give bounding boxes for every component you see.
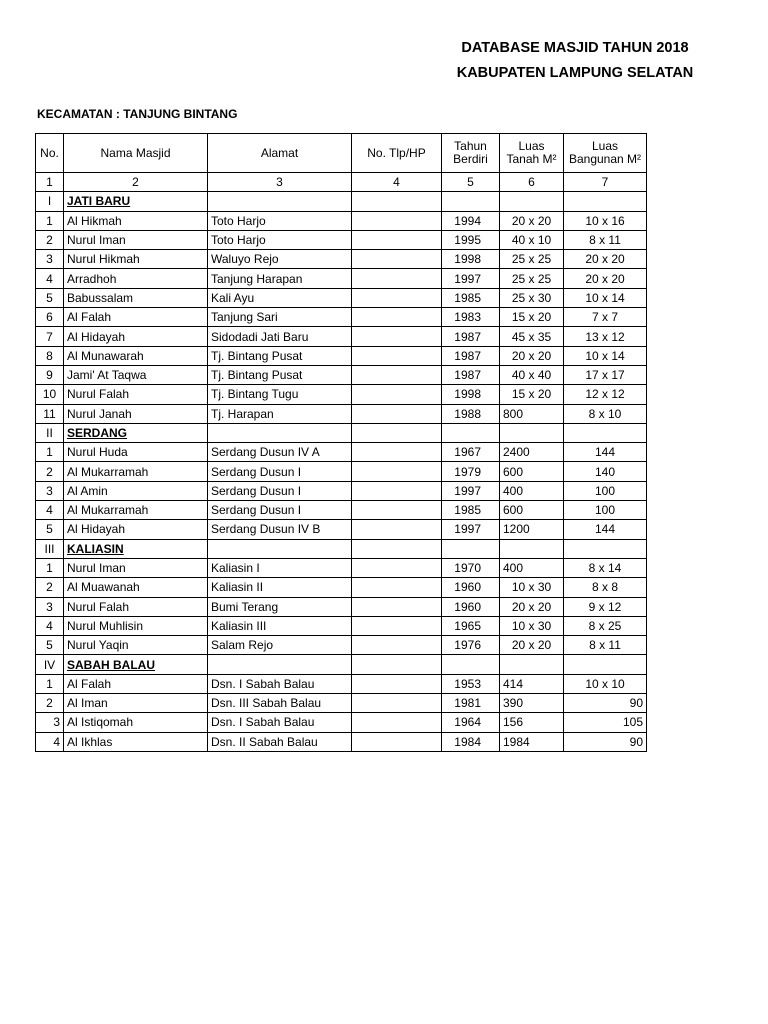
- section-name-text: SERDANG: [67, 426, 128, 440]
- cell-no: 5: [36, 520, 64, 539]
- cell-luas-bangunan: 10 x 14: [564, 346, 647, 365]
- section-name-text: KALIASIN: [67, 541, 124, 556]
- header-alamat: Alamat: [208, 134, 352, 173]
- cell-luas-bangunan: 100: [564, 501, 647, 520]
- cell-no: 8: [36, 346, 64, 365]
- empty-cell: [352, 539, 442, 558]
- cell-nama-masjid: Jami' At Taqwa: [64, 365, 208, 384]
- table-row: [36, 250, 647, 269]
- cell-no-tlp: [352, 250, 442, 269]
- cell-nama-masjid: Babussalam: [64, 288, 208, 307]
- cell-tahun-berdiri: 1998: [442, 250, 500, 269]
- section-row: [36, 655, 647, 674]
- cell-no-tlp: [352, 694, 442, 713]
- section-number: I: [36, 192, 64, 211]
- section-row: [36, 539, 647, 558]
- cell-luas-tanah: 800: [500, 404, 564, 423]
- cell-luas-bangunan: 140: [564, 462, 647, 481]
- cell-no-tlp: [352, 211, 442, 230]
- section-name: [64, 655, 208, 674]
- cell-alamat: Dsn. I Sabah Balau: [208, 713, 352, 732]
- cell-luas-bangunan: 8 x 25: [564, 616, 647, 635]
- column-number: 1: [36, 173, 64, 192]
- cell-tahun-berdiri: 1953: [442, 674, 500, 693]
- cell-luas-tanah: 10 x 30: [500, 578, 564, 597]
- cell-luas-bangunan: 13 x 12: [564, 327, 647, 346]
- cell-no: 2: [36, 578, 64, 597]
- section-number: II: [36, 423, 64, 442]
- header-luas-tanah: Luas Tanah M²: [500, 134, 564, 173]
- cell-luas-bangunan: 17 x 17: [564, 365, 647, 384]
- cell-luas-bangunan: 144: [564, 520, 647, 539]
- table-row: [36, 443, 647, 462]
- cell-no-tlp: [352, 346, 442, 365]
- empty-cell: [564, 192, 647, 211]
- section-name: [64, 192, 208, 211]
- table-row: [36, 462, 647, 481]
- cell-tahun-berdiri: 1987: [442, 327, 500, 346]
- table-row: [36, 269, 647, 288]
- cell-alamat: Dsn. II Sabah Balau: [208, 732, 352, 751]
- cell-no-tlp: [352, 385, 442, 404]
- section-name: [64, 423, 208, 442]
- column-number: 5: [442, 173, 500, 192]
- table-row: [36, 230, 647, 249]
- cell-luas-bangunan: 8 x 11: [564, 230, 647, 249]
- table-row: [36, 597, 647, 616]
- table-row: [36, 694, 647, 713]
- empty-cell: [208, 192, 352, 211]
- cell-luas-bangunan: 8 x 10: [564, 404, 647, 423]
- cell-nama-masjid: Nurul Falah: [64, 385, 208, 404]
- masjid-table: [35, 133, 647, 752]
- header-nama-masjid: Nama Masjid: [64, 134, 208, 173]
- empty-cell: [500, 423, 564, 442]
- cell-alamat: Sidodadi Jati Baru: [208, 327, 352, 346]
- cell-luas-tanah: 1200: [500, 520, 564, 539]
- cell-no: 10: [36, 385, 64, 404]
- section-name-text: JATI BARU: [67, 194, 131, 209]
- cell-tahun-berdiri: 1985: [442, 288, 500, 307]
- empty-cell: [208, 655, 352, 674]
- cell-alamat: Serdang Dusun IV B: [208, 520, 352, 539]
- cell-luas-tanah: 400: [500, 481, 564, 500]
- cell-no-tlp: [352, 713, 442, 732]
- cell-no-tlp: [352, 308, 442, 327]
- cell-nama-masjid: Nurul Iman: [64, 558, 208, 577]
- cell-luas-bangunan: 90: [564, 694, 647, 713]
- cell-no-tlp: [352, 404, 442, 423]
- cell-luas-bangunan: 8 x 11: [564, 636, 647, 655]
- cell-luas-bangunan: 20 x 20: [564, 269, 647, 288]
- header-no-tlp: No. Tlp/HP: [352, 134, 442, 173]
- cell-no: 9: [36, 365, 64, 384]
- column-number: 6: [500, 173, 564, 192]
- table-header-row: [36, 134, 647, 173]
- cell-alamat: Tj. Harapan: [208, 404, 352, 423]
- table-row: [36, 520, 647, 539]
- cell-luas-tanah: 25 x 25: [500, 269, 564, 288]
- cell-tahun-berdiri: 1965: [442, 616, 500, 635]
- cell-nama-masjid: Al Iman: [64, 694, 208, 713]
- cell-no: 4: [36, 616, 64, 635]
- cell-no: 1: [36, 674, 64, 693]
- kecamatan-label: KECAMATAN : TANJUNG BINTANG: [37, 107, 238, 121]
- table-row: [36, 713, 647, 732]
- cell-tahun-berdiri: 1998: [442, 385, 500, 404]
- empty-cell: [564, 655, 647, 674]
- cell-luas-bangunan: 20 x 20: [564, 250, 647, 269]
- empty-cell: [500, 192, 564, 211]
- cell-no: 7: [36, 327, 64, 346]
- section-number: IV: [36, 655, 64, 674]
- header-no: No.: [36, 134, 64, 173]
- cell-alamat: Serdang Dusun I: [208, 462, 352, 481]
- cell-tahun-berdiri: 1997: [442, 520, 500, 539]
- cell-nama-masjid: Al Falah: [64, 674, 208, 693]
- empty-cell: [442, 423, 500, 442]
- section-row: [36, 423, 647, 442]
- cell-nama-masjid: Nurul Muhlisin: [64, 616, 208, 635]
- cell-luas-bangunan: 144: [564, 443, 647, 462]
- document-title: DATABASE MASJID TAHUN 2018: [461, 40, 689, 56]
- cell-no-tlp: [352, 674, 442, 693]
- cell-nama-masjid: Nurul Janah: [64, 404, 208, 423]
- cell-alamat: Waluyo Rejo: [208, 250, 352, 269]
- table-body: [36, 192, 647, 752]
- cell-luas-tanah: 25 x 25: [500, 250, 564, 269]
- cell-alamat: Kaliasin II: [208, 578, 352, 597]
- cell-no: 3: [36, 481, 64, 500]
- cell-nama-masjid: Al Amin: [64, 481, 208, 500]
- table-row: [36, 578, 647, 597]
- cell-alamat: Dsn. III Sabah Balau: [208, 694, 352, 713]
- cell-tahun-berdiri: 1997: [442, 481, 500, 500]
- empty-cell: [352, 423, 442, 442]
- cell-alamat: Kali Ayu: [208, 288, 352, 307]
- cell-luas-tanah: 20 x 20: [500, 211, 564, 230]
- section-row: [36, 192, 647, 211]
- cell-tahun-berdiri: 1994: [442, 211, 500, 230]
- table-row: [36, 674, 647, 693]
- empty-cell: [208, 423, 352, 442]
- cell-no: 4: [36, 269, 64, 288]
- cell-luas-bangunan: 7 x 7: [564, 308, 647, 327]
- cell-tahun-berdiri: 1995: [442, 230, 500, 249]
- cell-no: 1: [36, 443, 64, 462]
- empty-cell: [442, 539, 500, 558]
- table-row: [36, 404, 647, 423]
- column-number-row: [36, 173, 647, 192]
- cell-luas-bangunan: 10 x 16: [564, 211, 647, 230]
- section-number: III: [36, 539, 64, 558]
- cell-luas-tanah: 20 x 20: [500, 597, 564, 616]
- cell-tahun-berdiri: 1985: [442, 501, 500, 520]
- cell-no-tlp: [352, 269, 442, 288]
- cell-tahun-berdiri: 1960: [442, 578, 500, 597]
- table-row: [36, 501, 647, 520]
- cell-luas-bangunan: 100: [564, 481, 647, 500]
- cell-tahun-berdiri: 1970: [442, 558, 500, 577]
- empty-cell: [500, 655, 564, 674]
- cell-luas-bangunan: 8 x 14: [564, 558, 647, 577]
- table-row: [36, 558, 647, 577]
- cell-no: 1: [36, 558, 64, 577]
- cell-luas-tanah: 600: [500, 462, 564, 481]
- cell-luas-bangunan: 10 x 10: [564, 674, 647, 693]
- cell-tahun-berdiri: 1997: [442, 269, 500, 288]
- cell-no: 5: [36, 636, 64, 655]
- cell-luas-tanah: 40 x 10: [500, 230, 564, 249]
- cell-no: 3: [36, 250, 64, 269]
- empty-cell: [442, 655, 500, 674]
- cell-no: 11: [36, 404, 64, 423]
- cell-nama-masjid: Al Falah: [64, 308, 208, 327]
- cell-no: 2: [36, 230, 64, 249]
- cell-luas-tanah: 20 x 20: [500, 346, 564, 365]
- table-row: [36, 211, 647, 230]
- cell-tahun-berdiri: 1967: [442, 443, 500, 462]
- cell-no-tlp: [352, 501, 442, 520]
- cell-nama-masjid: Al Muawanah: [64, 578, 208, 597]
- cell-alamat: Bumi Terang: [208, 597, 352, 616]
- cell-nama-masjid: Al Mukarramah: [64, 501, 208, 520]
- cell-no: 4: [36, 732, 64, 751]
- cell-no-tlp: [352, 558, 442, 577]
- cell-alamat: Serdang Dusun I: [208, 501, 352, 520]
- cell-luas-tanah: 10 x 30: [500, 616, 564, 635]
- cell-tahun-berdiri: 1988: [442, 404, 500, 423]
- cell-luas-tanah: 40 x 40: [500, 365, 564, 384]
- empty-cell: [564, 423, 647, 442]
- cell-alamat: Tj. Bintang Pusat: [208, 365, 352, 384]
- cell-no: 2: [36, 462, 64, 481]
- column-number: 3: [208, 173, 352, 192]
- cell-nama-masjid: Nurul Falah: [64, 597, 208, 616]
- cell-luas-tanah: 414: [500, 674, 564, 693]
- table-row: [36, 308, 647, 327]
- cell-no: 5: [36, 288, 64, 307]
- cell-luas-bangunan: 9 x 12: [564, 597, 647, 616]
- cell-nama-masjid: Arradhoh: [64, 269, 208, 288]
- cell-tahun-berdiri: 1984: [442, 732, 500, 751]
- table-row: [36, 365, 647, 384]
- cell-tahun-berdiri: 1964: [442, 713, 500, 732]
- cell-no: 4: [36, 501, 64, 520]
- table-row: [36, 288, 647, 307]
- section-name-text: SABAH BALAU: [67, 657, 155, 672]
- cell-luas-tanah: 15 x 20: [500, 308, 564, 327]
- cell-no: 3: [36, 597, 64, 616]
- table-row: [36, 616, 647, 635]
- column-number: 7: [564, 173, 647, 192]
- cell-luas-tanah: 1984: [500, 732, 564, 751]
- cell-tahun-berdiri: 1979: [442, 462, 500, 481]
- table-row: [36, 636, 647, 655]
- cell-no: 3: [36, 713, 64, 732]
- cell-no-tlp: [352, 230, 442, 249]
- cell-nama-masjid: Al Hidayah: [64, 520, 208, 539]
- cell-luas-bangunan: 105: [564, 713, 647, 732]
- cell-no-tlp: [352, 327, 442, 346]
- cell-luas-tanah: 25 x 30: [500, 288, 564, 307]
- column-number: 2: [64, 173, 208, 192]
- cell-luas-bangunan: 10 x 14: [564, 288, 647, 307]
- cell-tahun-berdiri: 1983: [442, 308, 500, 327]
- header-tahun-berdiri: Tahun Berdiri: [442, 134, 500, 173]
- cell-luas-tanah: 156: [500, 713, 564, 732]
- cell-alamat: Tanjung Sari: [208, 308, 352, 327]
- cell-nama-masjid: Al Ikhlas: [64, 732, 208, 751]
- cell-luas-tanah: 20 x 20: [500, 636, 564, 655]
- cell-luas-bangunan: 12 x 12: [564, 385, 647, 404]
- cell-nama-masjid: Nurul Yaqin: [64, 636, 208, 655]
- cell-no-tlp: [352, 462, 442, 481]
- cell-nama-masjid: Al Munawarah: [64, 346, 208, 365]
- cell-no-tlp: [352, 732, 442, 751]
- table-row: [36, 385, 647, 404]
- cell-no-tlp: [352, 481, 442, 500]
- cell-no-tlp: [352, 443, 442, 462]
- cell-no-tlp: [352, 288, 442, 307]
- cell-no-tlp: [352, 636, 442, 655]
- empty-cell: [208, 539, 352, 558]
- cell-nama-masjid: Al Hidayah: [64, 327, 208, 346]
- table-row: [36, 732, 647, 751]
- cell-no: 2: [36, 694, 64, 713]
- cell-tahun-berdiri: 1976: [442, 636, 500, 655]
- cell-alamat: Tj. Bintang Tugu: [208, 385, 352, 404]
- cell-luas-tanah: 400: [500, 558, 564, 577]
- document-subtitle: KABUPATEN LAMPUNG SELATAN: [456, 65, 694, 81]
- cell-nama-masjid: Nurul Huda: [64, 443, 208, 462]
- cell-alamat: Dsn. I Sabah Balau: [208, 674, 352, 693]
- cell-no-tlp: [352, 616, 442, 635]
- cell-luas-tanah: 390: [500, 694, 564, 713]
- empty-cell: [352, 655, 442, 674]
- cell-no-tlp: [352, 365, 442, 384]
- cell-nama-masjid: Nurul Iman: [64, 230, 208, 249]
- cell-no: 6: [36, 308, 64, 327]
- cell-nama-masjid: Al Istiqomah: [64, 713, 208, 732]
- cell-no-tlp: [352, 578, 442, 597]
- section-name: [64, 539, 208, 558]
- cell-luas-tanah: 600: [500, 501, 564, 520]
- cell-luas-tanah: 45 x 35: [500, 327, 564, 346]
- cell-nama-masjid: Al Mukarramah: [64, 462, 208, 481]
- cell-tahun-berdiri: 1981: [442, 694, 500, 713]
- cell-no: 1: [36, 211, 64, 230]
- cell-alamat: Serdang Dusun I: [208, 481, 352, 500]
- empty-cell: [442, 192, 500, 211]
- cell-tahun-berdiri: 1987: [442, 346, 500, 365]
- cell-luas-tanah: 2400: [500, 443, 564, 462]
- cell-nama-masjid: Nurul Hikmah: [64, 250, 208, 269]
- cell-alamat: Kaliasin III: [208, 616, 352, 635]
- empty-cell: [352, 192, 442, 211]
- cell-tahun-berdiri: 1960: [442, 597, 500, 616]
- empty-cell: [500, 539, 564, 558]
- cell-alamat: Serdang Dusun IV A: [208, 443, 352, 462]
- cell-alamat: Toto Harjo: [208, 230, 352, 249]
- cell-alamat: Kaliasin I: [208, 558, 352, 577]
- cell-no-tlp: [352, 520, 442, 539]
- cell-alamat: Tj. Bintang Pusat: [208, 346, 352, 365]
- table-row: [36, 481, 647, 500]
- cell-alamat: Salam Rejo: [208, 636, 352, 655]
- table-row: [36, 346, 647, 365]
- cell-nama-masjid: Al Hikmah: [64, 211, 208, 230]
- header-luas-bangunan: Luas Bangunan M²: [564, 134, 647, 173]
- cell-alamat: Toto Harjo: [208, 211, 352, 230]
- cell-luas-tanah: 15 x 20: [500, 385, 564, 404]
- cell-no-tlp: [352, 597, 442, 616]
- empty-cell: [564, 539, 647, 558]
- table-row: [36, 327, 647, 346]
- cell-alamat: Tanjung Harapan: [208, 269, 352, 288]
- cell-tahun-berdiri: 1987: [442, 365, 500, 384]
- cell-luas-bangunan: 8 x 8: [564, 578, 647, 597]
- cell-luas-bangunan: 90: [564, 732, 647, 751]
- column-number: 4: [352, 173, 442, 192]
